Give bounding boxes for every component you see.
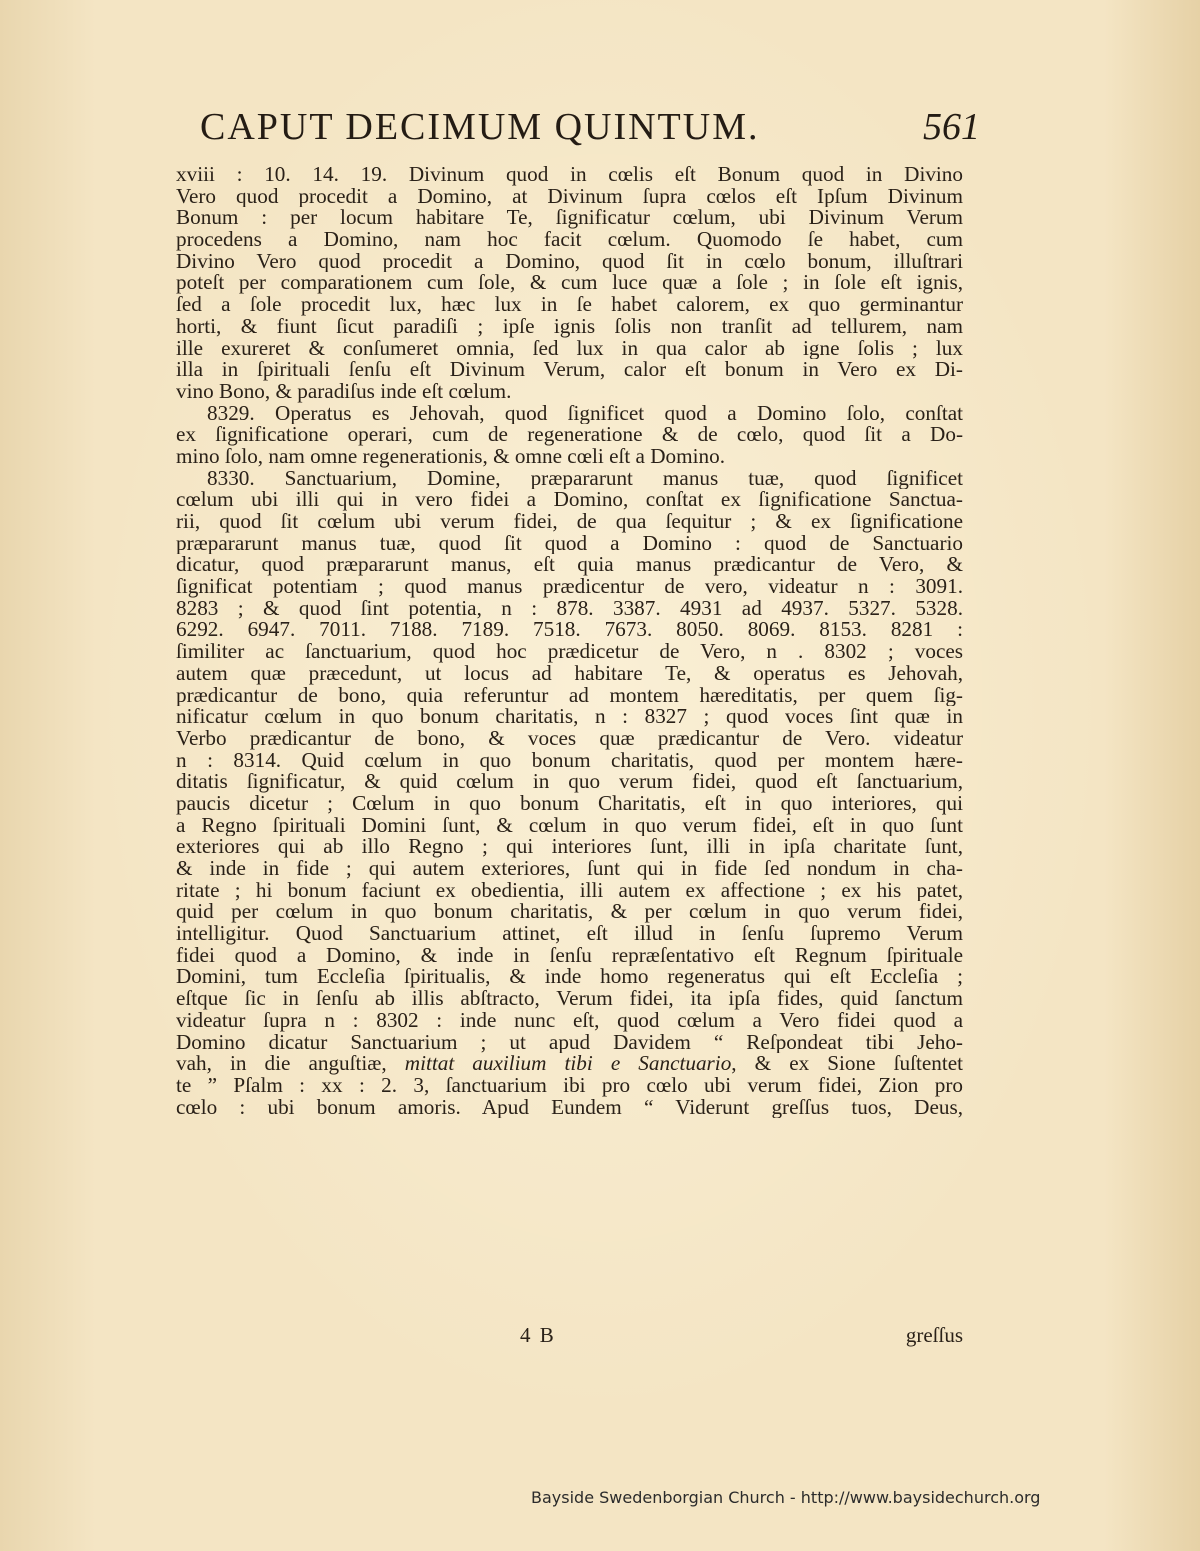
page-number: 561 [923,106,980,148]
text-line: Divino Vero quod procedit a Domino, quod ſit in cœlo bonum, illuſtrari [176,250,963,273]
text-line: horti, & fiunt ſicut paradiſi ; ipſe ignis ſolis non tranſit ad tellurem, nam [176,315,963,338]
text-line: poteſt per comparationem cum ſole, & cum luce quæ a ſole ; in ſole eſt ignis, [176,272,963,295]
text-line: mino ſolo, nam omne regenerationis, & omne cœli eſt a Domino. [176,445,725,468]
text-line: cœlo : ubi bonum amoris. Apud Eundem “ Viderunt greſſus tuos, Deus, [176,1096,963,1119]
text-line: & inde in fide ; qui autem exteriores, ſunt qui in fide ſed nondum in cha- [176,858,963,880]
text-line: fidei quod a Domino, & inde in ſenſu repræſentativo eſt Regnum ſpirituale [176,944,963,967]
text-line: intelligitur. Quod Sanctuarium attinet, eſt illud in ſenſu ſupremo Verum [176,923,963,945]
text-line: n : 8314. Quid cœlum in quo bonum charitatis, quod per montem hære- [176,749,963,772]
text-line: rii, quod ſit cœlum ubi verum fidei, de qua ſequitur ; & ex ſignificatione [176,511,963,533]
page-footer [176,1322,963,1348]
catchword: greſſus [905,1323,963,1347]
text-line: Bonum : per locum habitare Te, ſignificatur cœlum, ubi Divinum Verum [176,207,963,230]
text-line: 8283 ; & quod ſint potentia, n : 878. 3387. 4931 ad 4937. 5327. 5328. [176,597,963,620]
text-line: autem quæ præcedunt, ut locus ad habitare Te, & operatus es Jehovah, [176,662,963,685]
text-line: ritate ; hi bonum faciunt ex obedientia, illi autem ex affectione ; ex his patet, [176,879,963,902]
text-line: vino Bono, & paradiſus inde eſt cœlum. [176,380,512,403]
text-line: exteriores qui ab illo Regno ; qui interiores ſunt, illi in ipſa charitate ſunt, [176,836,963,858]
text-line: ex ſignificatione operari, cum de regeneratione & de cœlo, quod ſit a Do- [176,424,963,446]
running-title: CAPUT DECIMUM QUINTUM. [200,106,760,148]
text-line: ſimiliter ac ſanctuarium, quod hoc prædicetur de Vero, n . 8302 ; voces [176,641,963,663]
text-line: ſignificat potentiam ; quod manus prædicentur de vero, videatur n : 3091. [176,576,963,598]
page-header [200,102,990,152]
text-line: Domini, tum Eccleſia ſpiritualis, & inde homo regeneratus qui eſt Eccleſia ; [176,966,963,989]
text-line: ditatis ſignificatur, & quid cœlum in quo verum fidei, quod eſt ſanctuarium, [176,771,963,793]
text-line: dicatur, quod præpararunt manus, eſt quia manus prædicantur de Vero, & [176,554,963,577]
text-line: paucis dicetur ; Cœlum in quo bonum Charitatis, eſt in quo interiores, qui [176,792,963,815]
paragraph-start-line: 8330. Sanctuarium, Domine, præpararunt manus tuæ, quod ſignificet [207,467,963,490]
text-line: te ” Pſalm : xx : 2. 3, ſanctuarium ibi pro cœlo ubi verum fidei, Zion pro [176,1074,963,1097]
text-line: illa in ſpirituali ſenſu eſt Divinum Verum, calor eſt bonum in Vero ex Di- [176,359,963,381]
italic-quotation: mittat auxilium tibi e Sanctuario [404,1053,732,1075]
paragraph-start-line: 8329. Operatus es Jehovah, quod ſignificet quod a Domino ſolo, conſtat [207,402,963,425]
text-line: ſed a ſole procedit lux, hæc lux in ſe habet calorem, ex quo germinantur [176,294,963,316]
watermark-credit: Bayside Swedenborgian Church - http://www.baysidechurch.org [531,1488,1041,1507]
text-line: 6292. 6947. 7011. 7188. 7189. 7518. 7673. 8050. 8069. 8153. 8281 : [176,619,963,642]
text-line: a Regno ſpirituali Domini ſunt, & cœlum in quo verum fidei, eſt in quo ſunt [176,814,963,837]
text-line: eſtque ſic in ſenſu ab illis abſtracto, Verum fidei, ita ipſa fides, quid ſanctum [176,988,963,1010]
signature-mark: 4 B [520,1323,556,1347]
text-line: Vero quod procedit a Domino, at Divinum ſupra cœlos eſt Ipſum Divinum [176,185,963,208]
text-line: Verbo prædicantur de bono, & voces quæ prædicantur de Vero. videatur [176,727,963,750]
text-line: ille exureret & conſumeret omnia, ſed lux in qua calor ab igne ſolis ; lux [176,337,963,360]
text-line: præpararunt manus tuæ, quod ſit quod a Domino : quod de Sanctuario [176,532,963,555]
text-line: nificatur cœlum in quo bonum charitatis, n : 8327 ; quod voces ſint quæ in [176,706,963,728]
text-line: cœlum ubi illi qui in vero fidei a Domino, conſtat ex ſignificatione Sanctua- [176,489,963,511]
text-line: videatur ſupra n : 8302 : inde nunc eſt, quod cœlum a Vero fidei quod a [176,1009,963,1032]
text-line: procedens a Domino, nam hoc facit cœlum. Quomodo ſe habet, cum [176,229,963,251]
text-line: quid per cœlum in quo bonum charitatis, & per cœlum in quo verum fidei, [176,901,963,924]
body-text [176,164,963,1118]
text-line: xviii : 10. 14. 19. Divinum quod in cœlis eſt Bonum quod in Divino [176,164,963,186]
text-line: vah, in die anguſtiæ, mittat auxilium tibi e Sanctuario, & ex Sione ſuſtentet [176,1053,963,1075]
text-line: Domino dicatur Sanctuarium ; ut apud Davidem “ Reſpondeat tibi Jeho- [176,1031,963,1054]
text-line: prædicantur de bono, quia referuntur ad montem hæreditatis, per quem ſig- [176,684,963,707]
